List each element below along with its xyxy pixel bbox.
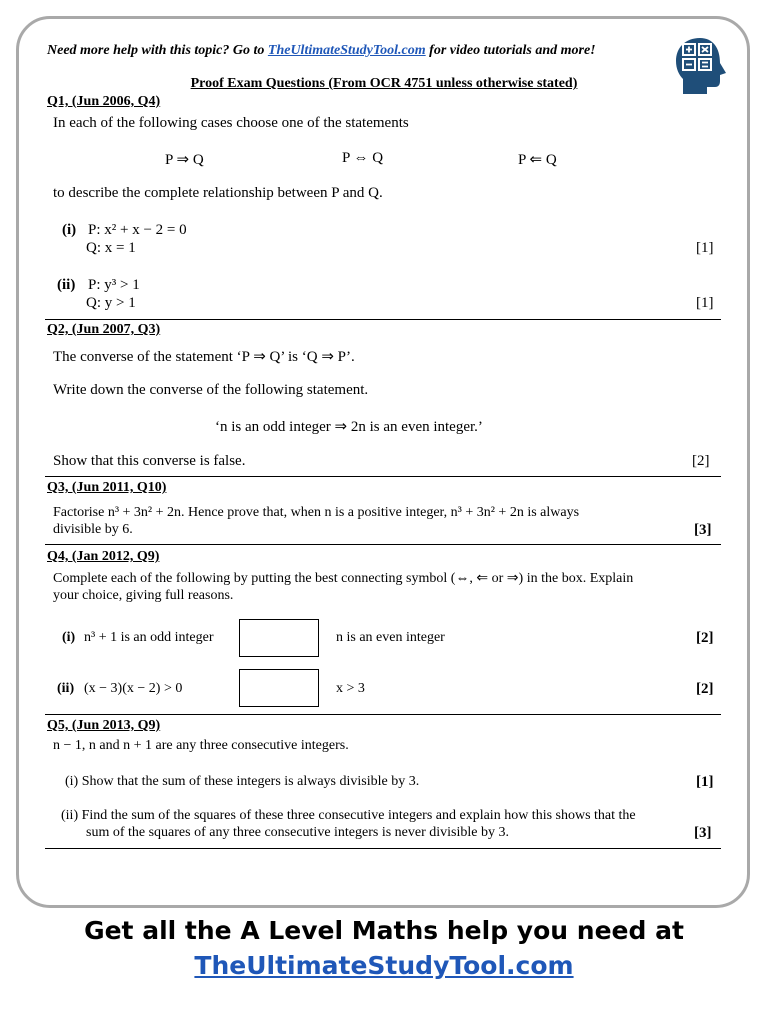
q1-i-p: P: x² + x − 2 = 0 [88, 222, 187, 238]
q4-line1: Complete each of the following by putting the best connecting symbol (⇔, ⇐ or ⇒) in the box. Explain [53, 571, 634, 586]
q5-ii-line1: (ii) Find the sum of the squares of these three consecutive integers and explain how this shows that the [61, 808, 636, 823]
page-title: Proof Exam Questions (From OCR 4751 unless otherwise stated) [190, 76, 578, 91]
q5-ii-line2: sum of the squares of any three consecutive integers is never divisible by 3. [86, 825, 509, 840]
q2-heading: Q2, (Jun 2007, Q3) [47, 322, 161, 337]
q1-statement-3: P ⇐ Q [518, 152, 557, 168]
q2-statement: ‘n is an odd integer ⇒ 2n is an even integer.’ [215, 419, 483, 435]
q1-i-label: (i) [62, 222, 77, 238]
q1-statement-2: P ⇔ Q [342, 150, 384, 166]
q4-heading: Q4, (Jan 2012, Q9) [47, 549, 160, 564]
q4-ii-label: (ii) [57, 681, 75, 696]
divider [45, 476, 721, 477]
q1-ii-q: Q: y > 1 [86, 295, 136, 311]
q1-statement-1: P ⇒ Q [165, 152, 204, 168]
help-link[interactable]: TheUltimateStudyTool.com [267, 43, 426, 58]
q1-ii-mark: [1] [696, 295, 714, 311]
q4-i-answer-box [239, 619, 319, 657]
q1-ii-label: (ii) [57, 277, 76, 293]
help-banner [47, 43, 596, 59]
q1-heading: Q1, (Jun 2006, Q4) [47, 94, 161, 109]
q3-mark: [3] [694, 522, 712, 538]
q2-line3: Show that this converse is false. [53, 453, 246, 469]
q5-i-mark: [1] [696, 774, 714, 790]
q3-line1: Factorise n³ + 3n² + 2n. Hence prove that, when n is a positive integer, n³ + 3n² + 2n is always [53, 505, 580, 520]
help-suffix: for video tutorials and more! [425, 43, 596, 58]
q4-line2: your choice, giving full reasons. [53, 588, 234, 603]
q3-line2: divisible by 6. [53, 522, 133, 537]
help-prefix: Need more help with this topic? Go to [47, 43, 268, 58]
q5-i-text: (i) Show that the sum of these integers is always divisible by 3. [65, 774, 420, 789]
divider [45, 319, 721, 320]
q1-intro: In each of the following cases choose one of the statements [53, 115, 409, 131]
q4-ii-right: x > 3 [336, 681, 365, 696]
q2-mark: [2] [692, 453, 710, 469]
q1-ii-p: P: y³ > 1 [88, 277, 140, 293]
divider [45, 544, 721, 545]
q4-i-mark: [2] [696, 630, 714, 646]
q2-line1: The converse of the statement ‘P ⇒ Q’ is ‘Q ⇒ P’. [53, 349, 355, 365]
q5-intro: n − 1, n and n + 1 are any three consecutive integers. [53, 738, 349, 753]
q4-ii-left: (x − 3)(x − 2) > 0 [84, 681, 183, 696]
footer-link[interactable]: TheUltimateStudyTool.com [194, 951, 574, 980]
q4-ii-answer-box [239, 669, 319, 707]
q2-line2: Write down the converse of the following statement. [53, 382, 369, 398]
q4-i-left: n³ + 1 is an odd integer [84, 630, 214, 645]
q1-describe: to describe the complete relationship between P and Q. [53, 185, 383, 201]
q4-i-right: n is an even integer [336, 630, 445, 645]
q5-ii-mark: [3] [694, 825, 712, 841]
q1-i-mark: [1] [696, 240, 714, 256]
divider [45, 848, 721, 849]
q1-i-q: Q: x = 1 [86, 240, 136, 256]
q5-heading: Q5, (Jun 2013, Q9) [47, 718, 161, 733]
q4-i-label: (i) [62, 630, 76, 645]
q3-heading: Q3, (Jun 2011, Q10) [47, 480, 167, 495]
q4-ii-mark: [2] [696, 681, 714, 697]
footer-tagline: Get all the A Level Maths help you need at [84, 916, 684, 945]
divider [45, 714, 721, 715]
